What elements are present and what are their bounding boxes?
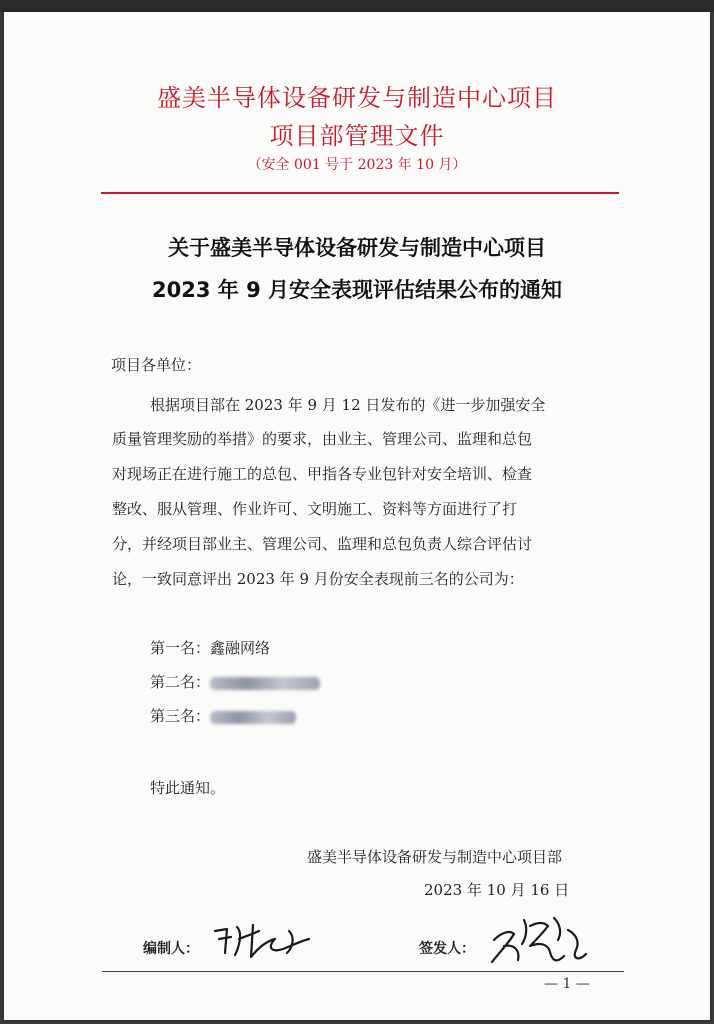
footer-divider <box>102 971 624 972</box>
ranking-company-name: 鑫融网络 <box>210 639 271 657</box>
document-page <box>4 12 710 1020</box>
ranking-label: 第一名： <box>150 639 211 657</box>
ranking-second <box>150 671 320 692</box>
paragraph-line: 论，一致同意评出 2023 年 9 月份安全表现前三名的公司为： <box>112 570 524 588</box>
red-divider <box>101 192 619 194</box>
document-number: （安全 001 号于 2023 年 10 月） <box>247 157 467 173</box>
closing-remark: 特此通知。 <box>150 779 226 797</box>
paragraph-line: 整改、服从管理、作业许可、文明施工、资料等方面进行了打 <box>112 500 518 518</box>
redacted-company-name <box>210 677 320 690</box>
page-number: — 1 — <box>544 976 590 992</box>
issuing-department: 盛美半导体设备研发与制造中心项目部 <box>307 848 563 866</box>
ranking-label: 第二名： <box>150 673 211 691</box>
signer-signature <box>484 910 594 972</box>
notice-title-line2: 2023 年 9 月安全表现评估结果公布的通知 <box>152 278 562 302</box>
compiler-signature <box>209 917 319 963</box>
ranking-label: 第三名： <box>150 707 211 725</box>
ranking-first <box>150 637 270 658</box>
viewer-top-bar <box>0 0 714 12</box>
redacted-company-name <box>210 711 296 724</box>
paragraph-line: 质量管理奖励的举措》的要求，由业主、管理公司、监理和总包 <box>112 430 533 448</box>
header-title-line2: 项目部管理文件 <box>269 122 445 150</box>
notice-title-line1: 关于盛美半导体设备研发与制造中心项目 <box>168 236 546 260</box>
paragraph-line: 根据项目部在 2023 年 9 月 12 日发布的《进一步加强安全 <box>150 396 546 414</box>
ranking-third <box>150 705 296 726</box>
salutation: 项目各单位： <box>111 356 202 374</box>
paragraph-line: 分，并经项目部业主、管理公司、监理和总包负责人综合评估讨 <box>112 535 533 553</box>
header-title-line1: 盛美半导体设备研发与制造中心项目 <box>157 84 557 112</box>
paragraph-line: 对现场正在进行施工的总包、甲指各专业包针对安全培训、检查 <box>112 465 533 483</box>
issue-date: 2023 年 10 月 16 日 <box>424 881 570 899</box>
compiler-label: 编制人： <box>143 941 199 957</box>
signer-label: 签发人： <box>419 941 475 957</box>
